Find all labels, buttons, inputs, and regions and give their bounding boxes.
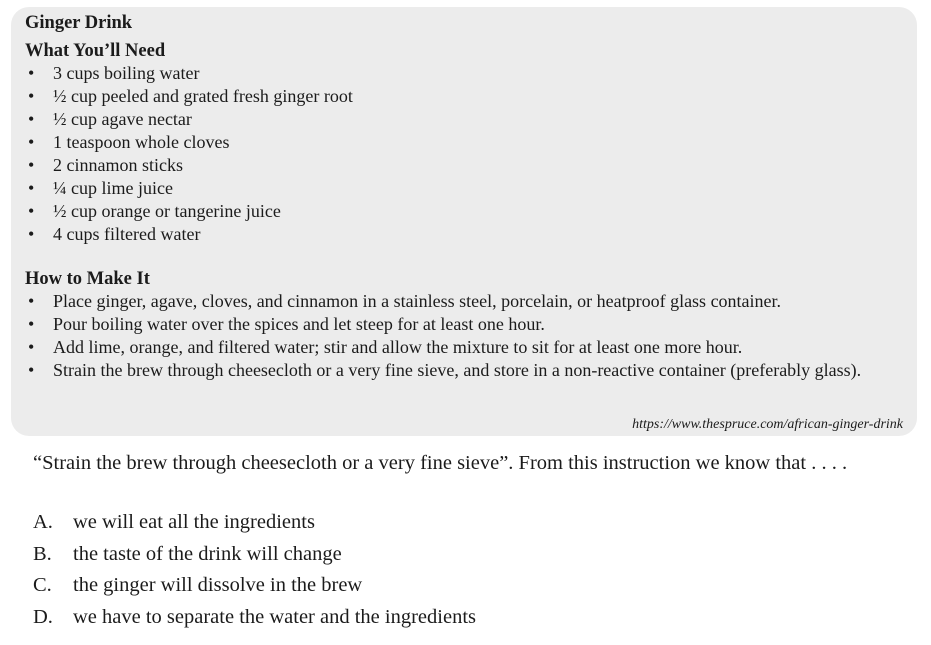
ingredient-text: 2 cinnamon sticks xyxy=(53,155,183,175)
bullet-icon: • xyxy=(28,337,35,357)
ingredient-text: ½ cup peeled and grated fresh ginger root xyxy=(53,86,353,106)
ingredient-text: ½ cup agave nectar xyxy=(53,109,192,129)
bullet-icon: • xyxy=(28,132,35,152)
bullet-icon: • xyxy=(28,178,35,198)
source-url: https://www.thespruce.com/african-ginger-drink xyxy=(632,417,903,432)
option-letter: B. xyxy=(33,542,52,565)
option-text: we will eat all the ingredients xyxy=(73,511,315,533)
ingredient-text: ¼ cup lime juice xyxy=(53,178,173,198)
steps-list xyxy=(25,290,905,382)
recipe-card xyxy=(11,7,917,436)
step-item xyxy=(25,359,905,382)
bullet-icon: • xyxy=(28,63,35,83)
option-b[interactable] xyxy=(33,539,476,571)
step-text: Add lime, orange, and filtered water; stir and allow the mixture to sit for at least one more hour. xyxy=(53,337,743,357)
step-text: Strain the brew through cheesecloth or a very fine sieve, and store in a non-reactive container (preferably glass). xyxy=(53,360,862,380)
step-text: Pour boiling water over the spices and let steep for at least one hour. xyxy=(53,314,545,334)
ingredient-item xyxy=(25,223,905,246)
question-text: “Strain the brew through cheesecloth or a very fine sieve”. From this instruction we know that . . . . xyxy=(33,452,848,474)
step-item xyxy=(25,313,905,336)
bullet-icon: • xyxy=(28,224,35,244)
bullet-icon: • xyxy=(28,314,35,334)
option-letter: A. xyxy=(33,511,53,533)
step-text: Place ginger, agave, cloves, and cinnamon in a stainless steel, porcelain, or heatproof glass container. xyxy=(53,291,782,311)
option-a[interactable] xyxy=(33,507,476,539)
option-text: the taste of the drink will change xyxy=(73,542,342,565)
ingredient-item xyxy=(25,200,905,223)
bullet-icon: • xyxy=(28,155,35,175)
ingredient-item xyxy=(25,108,905,131)
ingredient-text: 4 cups filtered water xyxy=(53,224,201,244)
option-letter: C. xyxy=(33,574,52,597)
step-item xyxy=(25,290,905,313)
ingredients-list xyxy=(25,62,905,246)
option-text: the ginger will dissolve in the brew xyxy=(73,574,363,597)
ingredient-text: ½ cup orange or tangerine juice xyxy=(53,201,281,221)
ingredient-item xyxy=(25,62,905,85)
ingredient-item xyxy=(25,85,905,108)
steps-heading: How to Make It xyxy=(25,269,150,289)
bullet-icon: • xyxy=(28,109,35,129)
bullet-icon: • xyxy=(28,360,35,380)
ingredients-heading: What You’ll Need xyxy=(25,41,166,61)
ingredient-item xyxy=(25,154,905,177)
option-text: we have to separate the water and the ingredients xyxy=(73,605,476,628)
ingredient-item xyxy=(25,131,905,154)
recipe-title: Ginger Drink xyxy=(25,13,133,33)
option-c[interactable] xyxy=(33,570,476,602)
step-item xyxy=(25,336,905,359)
ingredient-text: 1 teaspoon whole cloves xyxy=(53,132,230,152)
answer-options xyxy=(33,507,476,633)
ingredient-item xyxy=(25,177,905,200)
option-d[interactable] xyxy=(33,602,476,634)
option-letter: D. xyxy=(33,605,53,628)
bullet-icon: • xyxy=(28,291,35,311)
bullet-icon: • xyxy=(28,201,35,221)
bullet-icon: • xyxy=(28,86,35,106)
ingredient-text: 3 cups boiling water xyxy=(53,63,200,83)
